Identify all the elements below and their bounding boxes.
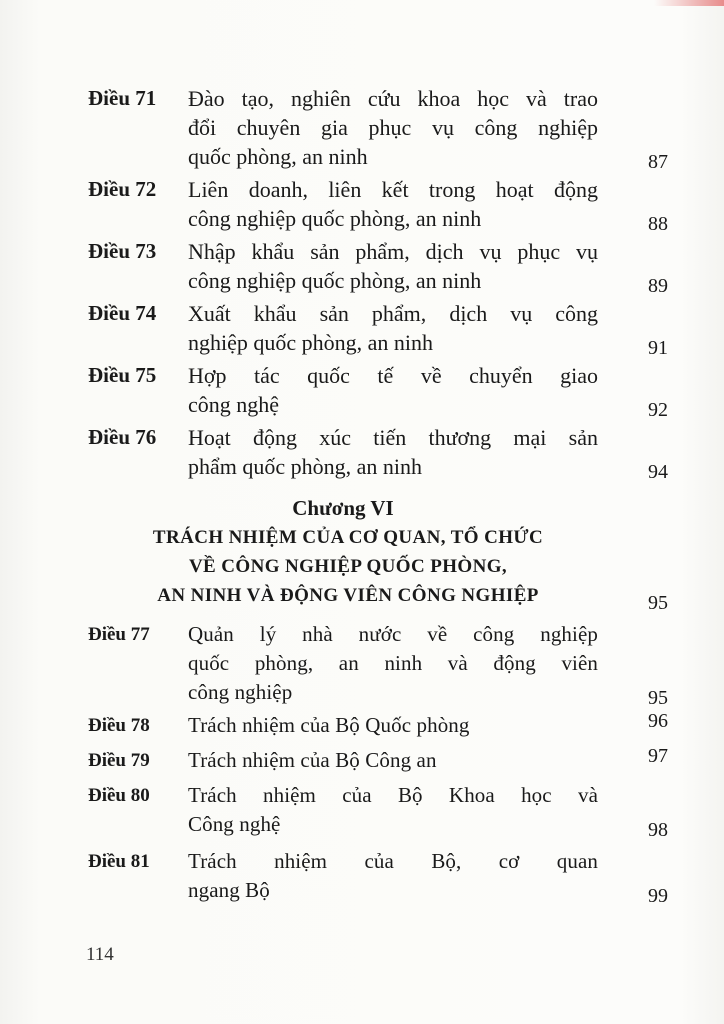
page-number: 92 <box>648 399 668 421</box>
article-title <box>188 620 598 707</box>
page-number: 91 <box>648 337 668 359</box>
page-number: 95 <box>648 592 668 614</box>
toc-entry-dieu-78 <box>88 711 668 740</box>
toc-entry-dieu-77 <box>88 620 668 707</box>
article-title <box>188 746 598 775</box>
article-label: Điều 74 <box>88 301 157 325</box>
toc-entry-dieu-74 <box>88 299 668 357</box>
page-edge-mark <box>654 0 724 6</box>
article-title <box>188 361 598 419</box>
chapter-subtitle-line: VỀ CÔNG NGHIỆP QUỐC PHÒNG, <box>188 556 508 577</box>
article-title <box>188 237 598 295</box>
article-title-line: Trách nhiệm của Bộ, cơ quan <box>188 849 598 873</box>
page-folio-number: 114 <box>86 944 114 965</box>
toc-entry-dieu-75 <box>88 361 668 419</box>
page-number: 99 <box>648 885 668 907</box>
toc-section-a <box>88 84 668 481</box>
article-title-line: Trách nhiệm của Bộ Công an <box>188 748 437 772</box>
article-title-line: quốc phòng, an ninh và động viên <box>188 651 598 675</box>
article-label: Điều 80 <box>88 785 150 806</box>
article-title-line: quốc phòng, an ninh <box>188 144 368 169</box>
article-title-line: Trách nhiệm của Bộ Khoa học và <box>188 783 598 807</box>
article-title-line: Trách nhiệm của Bộ Quốc phòng <box>188 713 470 737</box>
article-label: Điều 77 <box>88 624 150 645</box>
article-title-line: đổi chuyên gia phục vụ công nghiệp <box>188 115 598 140</box>
article-title-line: Quản lý nhà nước về công nghiệp <box>188 622 598 646</box>
article-title-line: Liên doanh, liên kết trong hoạt động <box>188 177 598 202</box>
toc-entry-dieu-81 <box>88 847 668 905</box>
page-number: 87 <box>648 151 668 173</box>
article-title-line: nghiệp quốc phòng, an ninh <box>188 330 434 355</box>
article-title-line: công nghệ <box>188 392 280 417</box>
toc-entry-dieu-71 <box>88 84 668 171</box>
chapter-title: Chương VI <box>292 496 394 520</box>
article-title-line: Công nghệ <box>188 812 281 836</box>
chapter-heading <box>88 494 668 614</box>
page-number: 98 <box>648 819 668 841</box>
article-title-line: Hoạt động xúc tiến thương mại sản <box>188 425 598 450</box>
article-title-line: Xuất khẩu sản phẩm, dịch vụ công <box>188 301 598 326</box>
article-label: Điều 79 <box>88 750 150 771</box>
toc-entry-dieu-73 <box>88 237 668 295</box>
article-title <box>188 847 598 905</box>
page-number: 88 <box>648 213 668 235</box>
article-label: Điều 72 <box>88 177 157 201</box>
article-label: Điều 71 <box>88 86 157 110</box>
chapter-last-row <box>88 581 668 614</box>
toc-section-b <box>88 620 668 905</box>
toc-entry-dieu-76 <box>88 423 668 481</box>
article-title-line: công nghiệp <box>188 680 293 704</box>
page-number: 89 <box>648 275 668 297</box>
article-label: Điều 73 <box>88 239 157 263</box>
toc-entry-dieu-72 <box>88 175 668 233</box>
article-label: Điều 81 <box>88 851 150 872</box>
article-title-line: phẩm quốc phòng, an ninh <box>188 454 423 479</box>
article-title-line: Hợp tác quốc tế về chuyển giao <box>188 363 598 388</box>
article-title <box>188 711 598 740</box>
article-title <box>188 299 598 357</box>
article-label: Điều 76 <box>88 425 157 449</box>
page-number: 96 <box>648 710 668 732</box>
article-title <box>188 84 598 171</box>
chapter-subtitle-line: AN NINH VÀ ĐỘNG VIÊN CÔNG NGHIỆP <box>157 585 539 606</box>
article-title-line: ngang Bộ <box>188 878 270 902</box>
article-title <box>188 175 598 233</box>
chapter-subtitle-line: TRÁCH NHIỆM CỦA CƠ QUAN, TỔ CHỨC <box>152 527 544 548</box>
article-label: Điều 78 <box>88 715 150 736</box>
article-title-line: Nhập khẩu sản phẩm, dịch vụ phục vụ <box>188 239 598 264</box>
page-number: 94 <box>648 461 668 483</box>
article-label: Điều 75 <box>88 363 157 387</box>
toc-entry-dieu-79 <box>88 746 668 775</box>
article-title <box>188 781 598 839</box>
page-number: 95 <box>648 687 668 709</box>
article-title <box>188 423 598 481</box>
article-title-line: công nghiệp quốc phòng, an ninh <box>188 268 482 293</box>
page-number: 97 <box>648 745 668 767</box>
article-title-line: Đào tạo, nghiên cứu khoa học và trao <box>188 86 598 111</box>
toc-entry-dieu-80 <box>88 781 668 839</box>
article-title-line: công nghiệp quốc phòng, an ninh <box>188 206 482 231</box>
